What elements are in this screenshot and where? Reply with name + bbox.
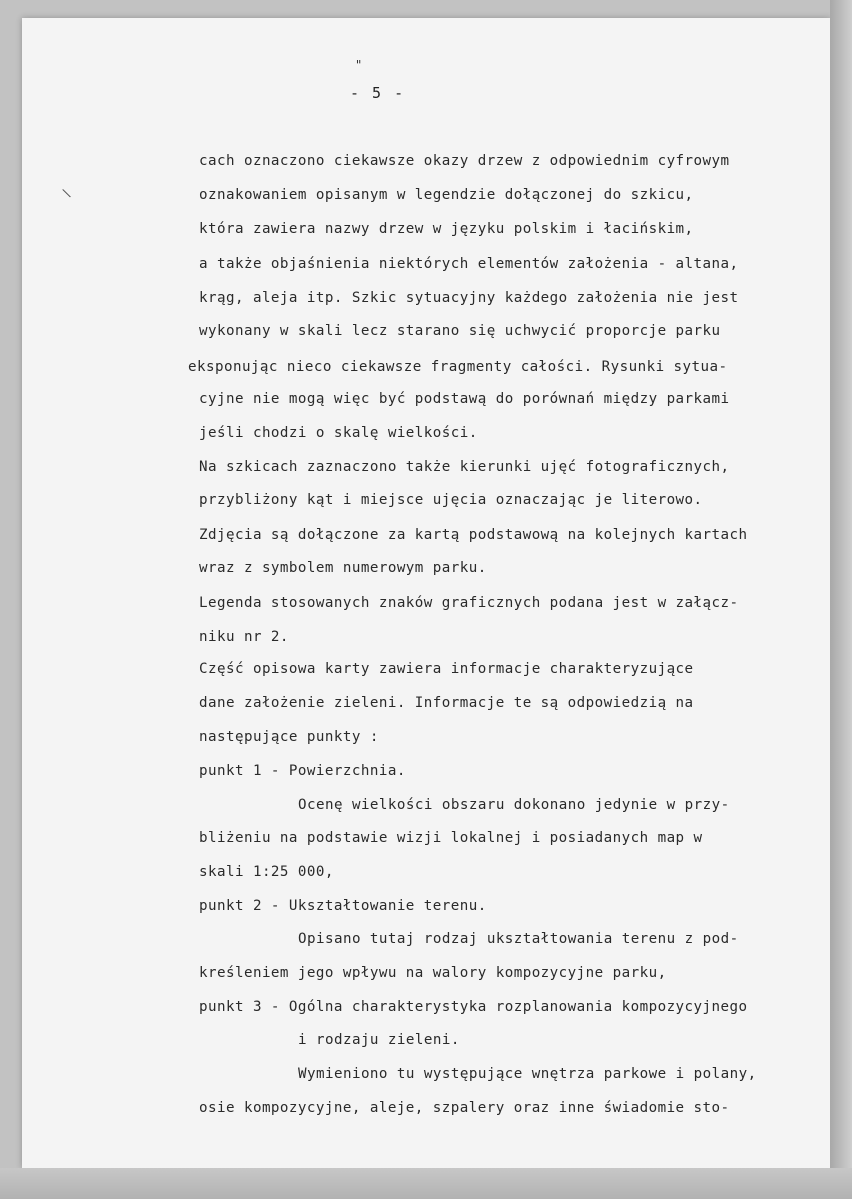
top-mark: " — [355, 58, 363, 72]
scan-edge-right — [830, 0, 852, 1199]
page-number: - 5 - — [350, 84, 406, 102]
text-line: i rodzaju zieleni. — [298, 1032, 460, 1048]
text-line: Opisano tutaj rodzaj ukształtowania terenu z pod- — [298, 931, 739, 947]
text-line: następujące punkty : — [199, 729, 379, 745]
text-line: jeśli chodzi o skalę wielkości. — [199, 425, 478, 441]
text-line: kreśleniem jego wpływu na walory kompozycyjne parku, — [199, 965, 667, 981]
text-line: Na szkicach zaznaczono także kierunki ujęć fotograficznych, — [199, 459, 730, 475]
text-line: eksponując nieco ciekawsze fragmenty całości. Rysunki sytua- — [188, 359, 728, 375]
text-line: krąg, aleja itp. Szkic sytuacyjny każdego założenia nie jest — [199, 290, 739, 306]
scan-edge-bottom — [0, 1168, 852, 1199]
text-line: cyjne nie mogą więc być podstawą do porównań między parkami — [199, 391, 730, 407]
text-line: Wymieniono tu występujące wnętrza parkowe i polany, — [298, 1066, 757, 1082]
text-line: cach oznaczono ciekawsze okazy drzew z odpowiednim cyfrowym — [199, 153, 730, 169]
text-line: która zawiera nazwy drzew w języku polskim i łacińskim, — [199, 221, 694, 237]
text-line: punkt 2 - Ukształtowanie terenu. — [199, 898, 487, 914]
text-line: Legenda stosowanych znaków graficznych podana jest w załącz- — [199, 595, 739, 611]
text-line: oznakowaniem opisanym w legendzie dołączonej do szkicu, — [199, 187, 694, 203]
text-line: punkt 3 - Ogólna charakterystyka rozplanowania kompozycyjnego — [199, 999, 748, 1015]
text-line: Zdjęcia są dołączone za kartą podstawową na kolejnych kartach — [199, 527, 748, 543]
text-line: dane założenie zieleni. Informacje te są odpowiedzią na — [199, 695, 694, 711]
text-line: wykonany w skali lecz starano się uchwycić proporcje parku — [199, 323, 721, 339]
text-line: przybliżony kąt i miejsce ujęcia oznaczając je literowo. — [199, 492, 703, 508]
text-line: a także objaśnienia niektórych elementów założenia - altana, — [199, 256, 739, 272]
text-line: Ocenę wielkości obszaru dokonano jedynie w przy- — [298, 797, 730, 813]
text-line: bliżeniu na podstawie wizji lokalnej i posiadanych map w — [199, 830, 703, 846]
text-line: wraz z symbolem numerowym parku. — [199, 560, 487, 576]
text-line: osie kompozycyjne, aleje, szpalery oraz inne świadomie sto- — [199, 1100, 730, 1116]
text-line: skali 1:25 000, — [199, 864, 334, 880]
text-line: Część opisowa karty zawiera informacje charakteryzujące — [199, 661, 694, 677]
text-line: punkt 1 - Powierzchnia. — [199, 763, 406, 779]
margin-mark: \ — [60, 185, 73, 201]
text-line: niku nr 2. — [199, 629, 289, 645]
